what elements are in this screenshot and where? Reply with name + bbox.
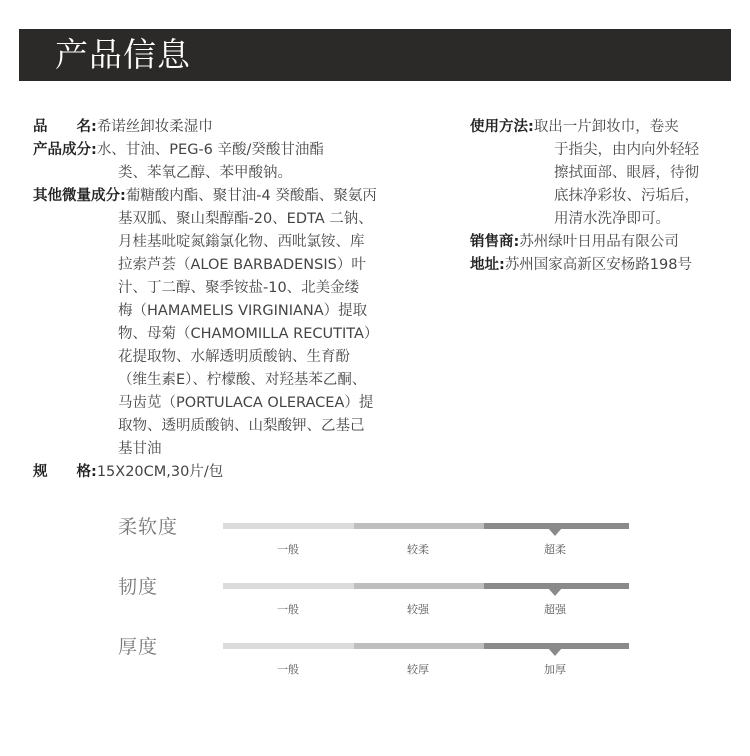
other-ingredients-row [33, 185, 453, 208]
usage-row-5 [470, 208, 740, 231]
other-ingredients-row-6 [33, 300, 453, 323]
other-ingredients-line-12: 基甘油 [118, 441, 162, 457]
spec-label: 规 格: [33, 464, 97, 480]
ingredients-row [33, 139, 453, 162]
rating-segment-2 [354, 523, 484, 529]
other-ingredients-row-2 [33, 208, 453, 231]
other-ingredients-line-2: 基双胍、聚山梨醇酯-20、EDTA 二钠、 [118, 211, 373, 227]
other-ingredients-line-11: 取物、透明质酸钠、山梨酸钾、乙基己 [118, 418, 365, 434]
name-value: 希诺丝卸妆柔湿巾 [96, 119, 213, 135]
rating-level-label: 超柔 [544, 543, 566, 556]
rating-row [118, 630, 638, 680]
other-ingredients-row-8 [33, 346, 453, 369]
rating-level-label: 较柔 [407, 543, 429, 556]
usage-lines [470, 139, 740, 231]
rating-level-label: 较厚 [407, 663, 429, 676]
usage-row-3 [470, 162, 740, 185]
other-ingredients-row-5 [33, 277, 453, 300]
other-ingredients-lines [33, 208, 453, 461]
selected-level-marker-icon [548, 648, 562, 656]
usage-row-4 [470, 185, 740, 208]
product-info-right [470, 116, 740, 277]
other-ingredients-row-3 [33, 231, 453, 254]
selected-level-marker-icon [548, 588, 562, 596]
ingredients-label: 产品成分: [33, 142, 97, 158]
rating-level-label: 一般 [277, 663, 299, 676]
seller-row [470, 231, 740, 254]
other-ingredients-row-10 [33, 392, 453, 415]
spec-row [33, 461, 453, 484]
name-label: 品 名: [33, 119, 97, 135]
rating-level-label: 超强 [544, 603, 566, 616]
rating-segment-2 [354, 583, 484, 589]
rating-title: 厚度 [118, 636, 159, 658]
usage-line-5: 用清水洗净即可。 [554, 211, 670, 227]
page-title: 产品信息 [55, 35, 191, 74]
address-label: 地址: [470, 257, 505, 273]
other-ingredients-label: 其他微量成分: [33, 188, 126, 204]
other-ingredients-row-9 [33, 369, 453, 392]
usage-line-1: 取出一片卸妆巾，卷夹 [533, 119, 679, 135]
rating-row [118, 570, 638, 620]
rating-level-label: 较强 [407, 603, 429, 616]
rating-segment-2 [354, 643, 484, 649]
other-ingredients-line-8: 花提取物、水解透明质酸钠、生育酚 [118, 349, 350, 365]
other-ingredients-line-5: 汁、丁二醇、聚季铵盐-10、北美金缕 [118, 280, 360, 296]
usage-line-2: 于指尖，由内向外轻轻 [554, 142, 699, 158]
rating-title: 韧度 [118, 576, 159, 598]
other-ingredients-row-12 [33, 438, 453, 461]
other-ingredients-line-3: 月桂基吡啶氮鎓氯化物、西吡氯铵、库 [118, 234, 365, 250]
other-ingredients-row-4 [33, 254, 453, 277]
other-ingredients-line-9: （维生素E）、柠檬酸、对羟基苯乙酮、 [118, 372, 367, 388]
rating-level-label: 一般 [277, 543, 299, 556]
other-ingredients-row-7 [33, 323, 453, 346]
other-ingredients-row-11 [33, 415, 453, 438]
usage-row-2 [470, 139, 740, 162]
rating-segment-1 [223, 643, 354, 649]
rating-segment-1 [223, 583, 354, 589]
selected-level-marker-icon [548, 528, 562, 536]
product-info-left [33, 116, 453, 484]
ingredients-line-2: 类、苯氧乙醇、苯甲酸钠。 [118, 165, 292, 181]
rating-segment-1 [223, 523, 354, 529]
usage-line-4: 底抹净彩妆、污垢后， [554, 188, 699, 204]
address-value: 苏州国家高新区安杨路198号 [504, 257, 692, 273]
other-ingredients-line-7: 物、母菊（CHAMOMILLA RECUTITA） [118, 326, 379, 342]
name-row [33, 116, 453, 139]
ingredients-row-2 [33, 162, 453, 185]
usage-label: 使用方法: [470, 119, 534, 135]
other-ingredients-line-10: 马齿苋（PORTULACA OLERACEA）提 [118, 395, 374, 411]
seller-value: 苏州绿叶日用品有限公司 [519, 234, 679, 250]
seller-label: 销售商: [470, 234, 520, 250]
other-ingredients-line-4: 拉索芦荟（ALOE BARBADENSIS）叶 [118, 257, 366, 273]
rating-title: 柔软度 [118, 516, 179, 538]
address-row [470, 254, 740, 277]
rating-row [118, 510, 638, 560]
other-ingredients-line-6: 梅（HAMAMELIS VIRGINIANA）提取 [118, 303, 368, 319]
spec-value: 15X20CM,30片/包 [96, 464, 224, 480]
ingredients-line-1: 水、甘油、PEG-6 辛酸/癸酸甘油酯 [96, 142, 324, 158]
usage-row [470, 116, 740, 139]
usage-line-3: 擦拭面部、眼唇，待彻 [554, 165, 699, 181]
header-banner [19, 29, 731, 81]
rating-level-label: 一般 [277, 603, 299, 616]
other-ingredients-line-1: 葡糖酸内酯、聚甘油-4 癸酸酯、聚氨丙 [125, 188, 377, 204]
rating-level-label: 加厚 [544, 663, 566, 676]
